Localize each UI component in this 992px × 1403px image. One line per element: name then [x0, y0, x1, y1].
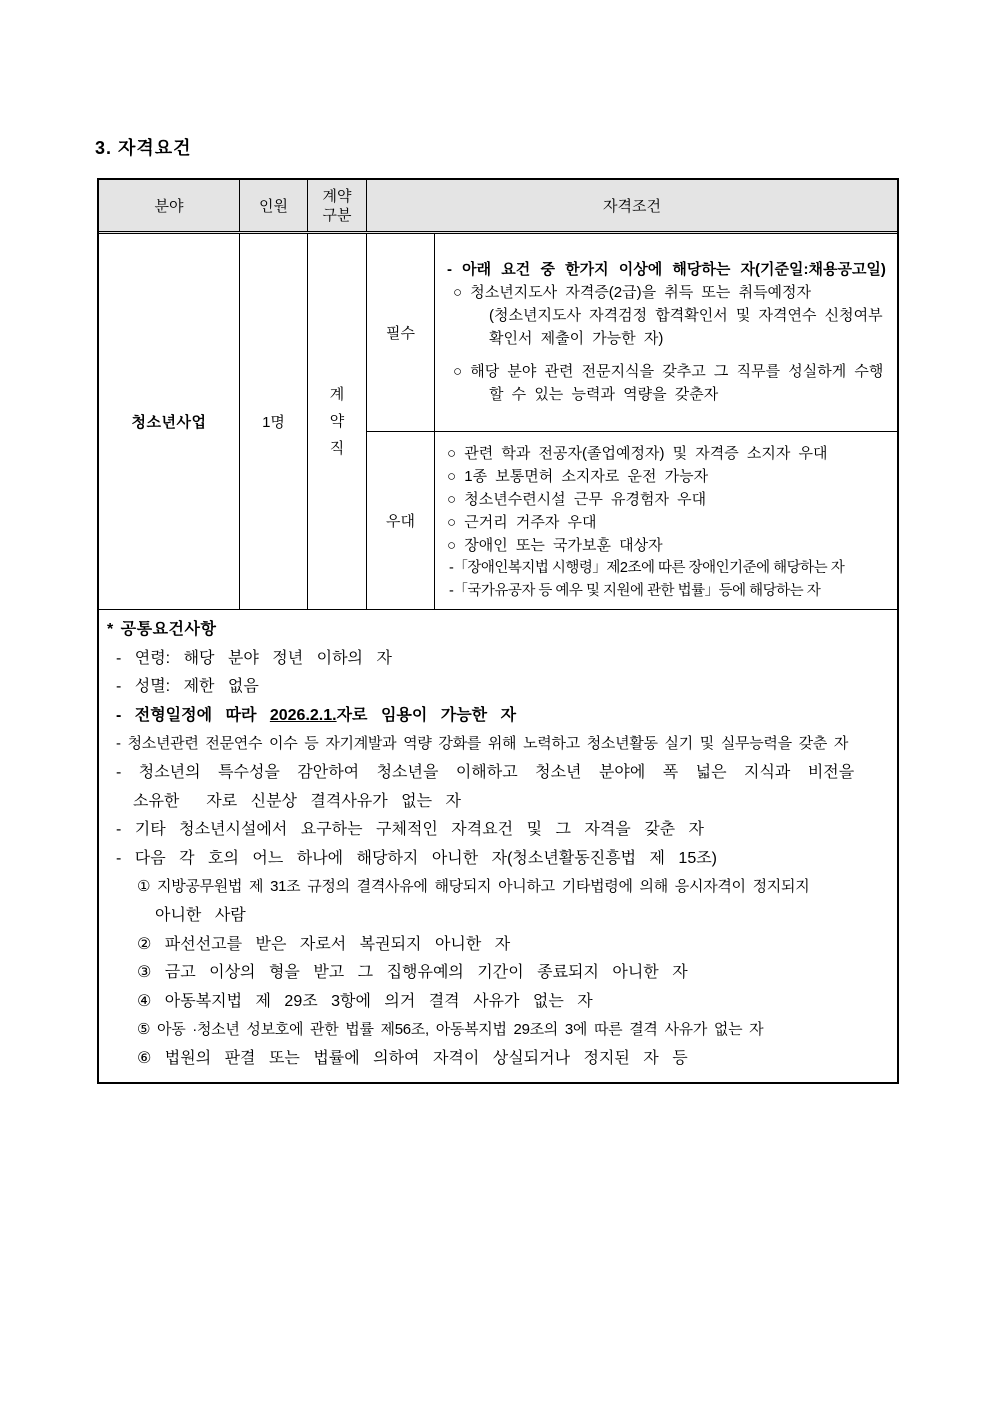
- header-count: 인원: [240, 180, 308, 231]
- preferred-line5: ○ 장애인 또는 국가보훈 대상자: [447, 537, 663, 554]
- schedule-prefix: - 전형일정에 따라: [116, 706, 270, 724]
- required-item1-line1: ○ 청소년지도사 자격증(2급)을 취득 또는 취득예정자: [453, 284, 812, 301]
- common-line-age: - 연령: 해당 분야 정년 이하의 자: [116, 649, 392, 667]
- required-item1-line3: 확인서 제출이 가능한 자): [489, 330, 664, 347]
- common-line-training: - 청소년관련 전문연수 이수 등 자기계발과 역량 강화를 위해 노력하고 청소년활동 실기 및 실무능력을 갖춘 자: [116, 735, 849, 753]
- qualification-table: [97, 178, 899, 1084]
- preferred-line3: ○ 청소년수련시설 근무 유경험자 우대: [447, 491, 707, 508]
- preferred-line1: ○ 관련 학과 전공자(졸업예정자) 및 자격증 소지자 우대: [447, 445, 828, 462]
- contract-char-3: 직: [329, 440, 345, 457]
- required-item2-line2: 할 수 있는 능력과 역량을 갖춘자: [489, 386, 719, 403]
- required-label: 필수: [367, 234, 435, 431]
- common-line-gender: - 성멸: 제한 없음: [116, 678, 259, 696]
- table-header-row: [99, 180, 897, 234]
- preferred-content: [435, 432, 897, 609]
- common-line-disq4: ④ 아동복지법 제 29조 3항에 의거 결격 사유가 없는 자: [137, 992, 593, 1010]
- header-contract-line1: 계약: [322, 187, 352, 205]
- common-line-disq6: ⑥ 법원의 판결 또는 법률에 의하여 자격이 상실되거나 정지된 자 등: [137, 1049, 688, 1067]
- cell-count: 1명: [240, 234, 308, 609]
- common-line-vision-1: - 청소년의 특수성을 감안하여 청소년을 이해하고 청소년 분야에 폭 넓은 지식과 비전을: [116, 763, 855, 781]
- header-field: 분야: [99, 180, 240, 231]
- preferred-row: [367, 432, 897, 609]
- table-body-row: [99, 234, 897, 609]
- common-line-disq5: ⑤ 아동 ·청소년 성보호에 관한 법률 제56조, 아동복지법 29조의 3에 따른 결격 사유가 없는 자: [137, 1021, 764, 1039]
- header-contract-type: [308, 180, 367, 231]
- contract-char-2: 약: [329, 413, 345, 430]
- common-line-disq1-1: ① 지방공무원법 제 31조 규정의 결격사유에 해당되지 아니하고 기타법령에 의해 응시자격이 정지되지: [137, 878, 810, 896]
- preferred-line4: ○ 근거리 거주자 우대: [447, 514, 597, 531]
- preferred-line2: ○ 1종 보통면허 소지자로 운전 가능자: [447, 468, 709, 485]
- common-line-etc: - 기타 청소년시설에서 요구하는 구체적인 자격요건 및 그 자격을 갖춘 자: [116, 821, 705, 839]
- common-line-vision-2: 소유한 자로 신분상 결격사유가 없는 자: [133, 792, 461, 810]
- required-heading: - 아래 요건 중 한가지 이상에 해당하는 자(기준일:채용공고일): [447, 261, 886, 278]
- common-line-schedule: [103, 702, 893, 731]
- required-item1-line2: (청소년지도사 자격검정 합격확인서 및 자격연수 신청여부: [489, 307, 883, 324]
- required-item2-line1: ○ 해당 분야 관련 전문지식을 갖추고 그 직무를 성실하게 수행: [453, 363, 884, 380]
- schedule-suffix: 자로 임용이 가능한 자: [336, 706, 517, 724]
- schedule-date: 2026.2.1.: [269, 706, 337, 724]
- cell-field: 청소년사업: [99, 234, 240, 609]
- contract-char-1: 계: [329, 386, 345, 403]
- required-content: [435, 234, 897, 431]
- cell-contract-type: [308, 234, 367, 609]
- page-title: 3. 자격요건: [95, 138, 192, 158]
- preferred-line6: -「장애인복지법 시행령」제2조에 따른 장애인기준에 해당하는 자: [449, 560, 845, 576]
- preferred-line7: -「국가유공자 등 예우 및 지원에 관한 법률」등에 해당하는 자: [449, 583, 821, 599]
- common-line-disq2: ② 파선선고를 받은 자로서 복권되지 아니한 자: [137, 935, 511, 953]
- common-requirements-section: [99, 609, 897, 1082]
- header-contract-line2: 구분: [322, 206, 352, 224]
- common-line-disq1-2: 아니한 사람: [155, 906, 246, 924]
- header-qualification: 자격조건: [603, 198, 661, 215]
- common-line-disq3: ③ 금고 이상의 형을 받고 그 집행유예의 기간이 종료되지 아니한 자: [137, 964, 688, 982]
- common-heading: * 공통요건사항: [107, 621, 217, 638]
- required-row: [367, 234, 897, 432]
- qualification-sub-table: [367, 234, 897, 609]
- common-line-disq-intro: - 다음 각 호의 어느 하나에 해당하지 아니한 자(청소년활동진흥법 제 15조): [116, 849, 718, 867]
- preferred-label: 우대: [367, 432, 435, 609]
